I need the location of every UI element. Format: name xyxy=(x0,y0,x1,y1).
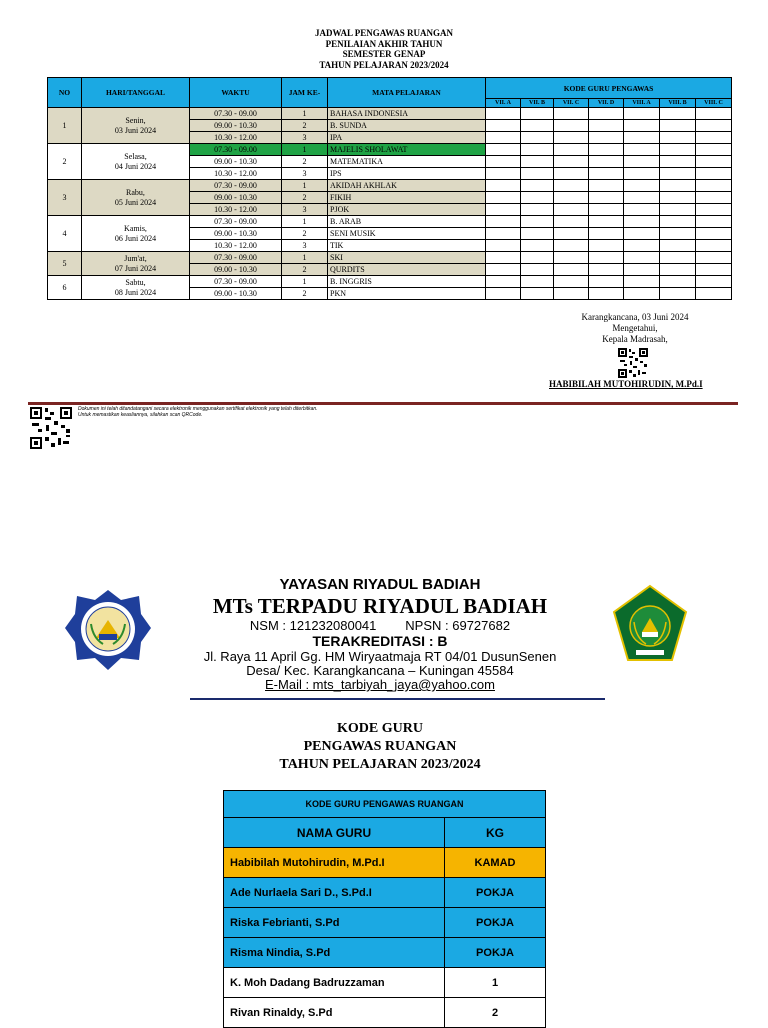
supervisor-code-cell xyxy=(486,132,521,144)
supervisor-code-cell xyxy=(624,276,660,288)
supervisor-code-cell xyxy=(554,144,589,156)
supervisor-code-cell xyxy=(521,288,554,300)
supervisor-code-cell xyxy=(589,120,624,132)
supervisor-code-cell xyxy=(660,120,696,132)
period-cell: 3 xyxy=(282,204,328,216)
supervisor-code-cell xyxy=(660,168,696,180)
teacher-row xyxy=(224,968,546,998)
header-code: KODE GURU PENGAWAS xyxy=(486,78,732,99)
subject-cell: BAHASA INDONESIA xyxy=(328,108,486,120)
supervisor-code-cell xyxy=(696,180,732,192)
supervisor-code-cell xyxy=(624,108,660,120)
supervisor-code-cell xyxy=(696,156,732,168)
teacher-row xyxy=(224,878,546,908)
supervisor-code-cell xyxy=(589,240,624,252)
supervisor-code-cell xyxy=(554,192,589,204)
ministry-logo-icon xyxy=(612,584,688,670)
schedule-row xyxy=(48,276,732,288)
period-cell: 2 xyxy=(282,192,328,204)
supervisor-code-cell xyxy=(589,108,624,120)
row-number: 2 xyxy=(48,144,82,180)
supervisor-code-cell xyxy=(624,228,660,240)
supervisor-code-cell xyxy=(660,204,696,216)
supervisor-code-cell xyxy=(521,204,554,216)
day-date-cell xyxy=(82,180,190,216)
teacher-row xyxy=(224,938,546,968)
supervisor-code-cell xyxy=(696,144,732,156)
supervisor-code-cell xyxy=(624,132,660,144)
header-no: NO xyxy=(48,78,82,108)
time-cell: 07.30 - 09.00 xyxy=(190,216,282,228)
supervisor-code-cell xyxy=(624,204,660,216)
schedule-title-line: SEMESTER GENAP xyxy=(342,49,426,59)
day-name: Senin, xyxy=(125,115,146,125)
signature-role: Kepala Madrasah, xyxy=(602,334,668,344)
signature-acknowledged: Mengetahui, xyxy=(612,323,658,333)
footer-note-line: Dokumen ini telah ditandatangani secara elektronik menggunakan sertifikat elektronik yang telah diterbitkan. xyxy=(78,406,318,412)
day-name: Kamis, xyxy=(124,223,147,233)
signature-block xyxy=(560,312,710,345)
supervisor-code-cell xyxy=(554,204,589,216)
supervisor-code-cell xyxy=(554,264,589,276)
supervisor-code-cell xyxy=(554,168,589,180)
teacher-name: Risma Nindia, S.Pd xyxy=(224,938,445,968)
class-header: VIII. A xyxy=(624,99,660,108)
schedule-title-line: JADWAL PENGAWAS RUANGAN xyxy=(314,28,453,38)
teacher-name: Riska Febrianti, S.Pd xyxy=(224,908,445,938)
period-cell: 2 xyxy=(282,156,328,168)
schedule-title xyxy=(0,28,768,70)
supervisor-code-cell xyxy=(554,276,589,288)
schedule-row xyxy=(48,180,732,192)
teacher-row xyxy=(224,998,546,1028)
supervisor-code-cell xyxy=(696,192,732,204)
footer-note xyxy=(78,406,318,418)
row-number: 5 xyxy=(48,252,82,276)
supervisor-code-cell xyxy=(486,156,521,168)
time-cell: 07.30 - 09.00 xyxy=(190,108,282,120)
supervisor-code-cell xyxy=(554,108,589,120)
time-cell: 07.30 - 09.00 xyxy=(190,180,282,192)
supervisor-code-cell xyxy=(486,264,521,276)
supervisor-code-cell xyxy=(660,216,696,228)
subject-cell: MATEMATIKA xyxy=(328,156,486,168)
schedule-row xyxy=(48,108,732,120)
column-header-kg: KG xyxy=(445,818,546,848)
supervisor-code-cell xyxy=(589,288,624,300)
supervisor-code-cell xyxy=(660,156,696,168)
supervisor-code-cell xyxy=(521,108,554,120)
subject-cell: SENI MUSIK xyxy=(328,228,486,240)
time-cell: 09.00 - 10.30 xyxy=(190,120,282,132)
class-header: VII. D xyxy=(589,99,624,108)
teacher-code: POKJA xyxy=(445,938,546,968)
page2-title-line: TAHUN PELAJARAN 2023/2024 xyxy=(279,757,481,772)
foundation-name: YAYASAN RIYADUL BADIAH xyxy=(279,576,481,593)
supervisor-code-cell xyxy=(696,204,732,216)
period-cell: 2 xyxy=(282,120,328,132)
supervisor-code-cell xyxy=(624,156,660,168)
day-date-cell xyxy=(82,216,190,252)
subject-cell: FIKIH xyxy=(328,192,486,204)
time-cell: 07.30 - 09.00 xyxy=(190,276,282,288)
supervisor-code-cell xyxy=(696,120,732,132)
supervisor-code-cell xyxy=(660,276,696,288)
schedule-row xyxy=(48,216,732,228)
supervisor-code-cell xyxy=(521,228,554,240)
footer-qr-code-icon xyxy=(30,407,72,449)
day-date: 03 Juni 2024 xyxy=(114,125,157,135)
supervisor-code-cell xyxy=(696,276,732,288)
supervisor-code-cell xyxy=(660,144,696,156)
row-number: 4 xyxy=(48,216,82,252)
supervisor-code-cell xyxy=(589,180,624,192)
subject-cell: PJOK xyxy=(328,204,486,216)
day-date: 06 Juni 2024 xyxy=(114,233,157,243)
teacher-code: POKJA xyxy=(445,878,546,908)
day-name: Selasa, xyxy=(124,151,147,161)
supervisor-code-cell xyxy=(521,264,554,276)
supervisor-code-cell xyxy=(486,180,521,192)
time-cell: 09.00 - 10.30 xyxy=(190,192,282,204)
supervisor-code-cell xyxy=(554,132,589,144)
kop-divider xyxy=(190,698,605,700)
subject-cell: QURDITS xyxy=(328,264,486,276)
supervisor-code-cell xyxy=(554,156,589,168)
teacher-row xyxy=(224,908,546,938)
supervisor-code-cell xyxy=(521,180,554,192)
supervisor-code-cell xyxy=(624,168,660,180)
subject-cell: B. SUNDA xyxy=(328,120,486,132)
supervisor-code-cell xyxy=(660,108,696,120)
supervisor-code-cell xyxy=(696,132,732,144)
period-cell: 3 xyxy=(282,132,328,144)
signature-place-date: Karangkancana, 03 Juni 2024 xyxy=(581,312,689,322)
supervisor-code-cell xyxy=(521,216,554,228)
period-cell: 3 xyxy=(282,240,328,252)
day-date-cell xyxy=(82,252,190,276)
teacher-row xyxy=(224,848,546,878)
footer-note-line: Untuk memastikan keasliannya, silahkan scan QRCode. xyxy=(78,412,203,418)
time-cell: 09.00 - 10.30 xyxy=(190,264,282,276)
supervisor-code-cell xyxy=(589,252,624,264)
school-address xyxy=(160,650,600,692)
teacher-code: KAMAD xyxy=(445,848,546,878)
supervisor-code-cell xyxy=(624,192,660,204)
time-cell: 09.00 - 10.30 xyxy=(190,288,282,300)
supervisor-code-cell xyxy=(554,252,589,264)
schedule-row xyxy=(48,252,732,264)
supervisor-code-cell xyxy=(486,108,521,120)
schedule-row xyxy=(48,144,732,156)
teacher-code: 1 xyxy=(445,968,546,998)
supervisor-code-cell xyxy=(624,144,660,156)
day-name: Sabtu, xyxy=(125,277,146,287)
day-date: 08 Juni 2024 xyxy=(114,287,157,297)
period-cell: 1 xyxy=(282,216,328,228)
row-number: 3 xyxy=(48,180,82,216)
class-header: VIII. B xyxy=(660,99,696,108)
address-line: Desa/ Kec. Karangkancana – Kuningan 45584 xyxy=(246,663,514,678)
supervisor-code-cell xyxy=(589,228,624,240)
supervisor-code-cell xyxy=(589,204,624,216)
supervisor-code-cell xyxy=(696,264,732,276)
subject-cell: AKIDAH AKHLAK xyxy=(328,180,486,192)
accreditation: TERAKREDITASI : B xyxy=(312,633,448,649)
subject-cell: SKI xyxy=(328,252,486,264)
supervisor-code-cell xyxy=(624,288,660,300)
teacher-code-table xyxy=(223,790,546,1028)
supervisor-code-cell xyxy=(624,252,660,264)
supervisor-code-cell xyxy=(521,132,554,144)
supervisor-code-cell xyxy=(624,264,660,276)
time-cell: 10.30 - 12.00 xyxy=(190,168,282,180)
supervisor-code-cell xyxy=(589,168,624,180)
class-header: VII. B xyxy=(521,99,554,108)
supervisor-code-cell xyxy=(486,168,521,180)
period-cell: 1 xyxy=(282,144,328,156)
subject-cell: PKN xyxy=(328,288,486,300)
period-cell: 2 xyxy=(282,288,328,300)
supervisor-code-cell xyxy=(521,156,554,168)
supervisor-code-cell xyxy=(521,144,554,156)
teacher-name: K. Moh Dadang Badruzzaman xyxy=(224,968,445,998)
supervisor-code-cell xyxy=(521,240,554,252)
supervisor-code-cell xyxy=(660,264,696,276)
supervisor-code-cell xyxy=(660,228,696,240)
supervisor-code-cell xyxy=(521,192,554,204)
page2-title-line: PENGAWAS RUANGAN xyxy=(303,739,457,754)
supervisor-code-cell xyxy=(660,240,696,252)
teacher-code: POKJA xyxy=(445,908,546,938)
time-cell: 10.30 - 12.00 xyxy=(190,240,282,252)
time-cell: 09.00 - 10.30 xyxy=(190,228,282,240)
subject-cell: MAJELIS SHOLAWAT xyxy=(328,144,486,156)
supervisor-code-cell xyxy=(486,276,521,288)
schedule-title-line: PENILAIAN AKHIR TAHUN xyxy=(325,38,443,49)
time-cell: 07.30 - 09.00 xyxy=(190,144,282,156)
supervisor-code-cell xyxy=(554,288,589,300)
supervisor-code-cell xyxy=(696,228,732,240)
day-name: Jum'at, xyxy=(124,253,147,263)
supervisor-code-cell xyxy=(554,240,589,252)
time-cell: 07.30 - 09.00 xyxy=(190,252,282,264)
supervisor-code-cell xyxy=(589,156,624,168)
schedule-table xyxy=(47,77,732,300)
supervisor-code-cell xyxy=(696,240,732,252)
supervisor-code-cell xyxy=(589,264,624,276)
period-cell: 2 xyxy=(282,264,328,276)
day-date: 05 Juni 2024 xyxy=(114,197,157,207)
subject-cell: IPS xyxy=(328,168,486,180)
school-ids: NSM : 121232080041 NPSN : 69727682 xyxy=(249,618,511,633)
header-subject: MATA PELAJARAN xyxy=(328,78,486,108)
supervisor-code-cell xyxy=(589,144,624,156)
supervisor-code-cell xyxy=(624,240,660,252)
supervisor-code-cell xyxy=(589,192,624,204)
supervisor-code-cell xyxy=(486,240,521,252)
address-line: Jl. Raya 11 April Gg. HM Wiryaatmaja RT 04/01 DusunSenen xyxy=(203,649,557,664)
supervisor-code-cell xyxy=(486,192,521,204)
foundation-logo-icon xyxy=(63,588,153,672)
day-date: 04 Juni 2024 xyxy=(114,161,157,171)
signature-qr-code-icon xyxy=(618,348,648,378)
supervisor-code-cell xyxy=(486,144,521,156)
supervisor-code-cell xyxy=(554,120,589,132)
header-time: WAKTU xyxy=(190,78,282,108)
class-header: VII. A xyxy=(486,99,521,108)
class-header: VIII. C xyxy=(696,99,732,108)
teacher-name: Rivan Rinaldy, S.Pd xyxy=(224,998,445,1028)
supervisor-code-cell xyxy=(696,288,732,300)
supervisor-code-cell xyxy=(660,192,696,204)
subject-cell: TIK xyxy=(328,240,486,252)
time-cell: 10.30 - 12.00 xyxy=(190,204,282,216)
supervisor-code-cell xyxy=(589,216,624,228)
supervisor-code-cell xyxy=(554,216,589,228)
column-header-name: NAMA GURU xyxy=(224,818,445,848)
supervisor-code-cell xyxy=(660,252,696,264)
footer-divider xyxy=(28,402,738,405)
time-cell: 09.00 - 10.30 xyxy=(190,156,282,168)
period-cell: 1 xyxy=(282,108,328,120)
day-name: Rabu, xyxy=(126,187,145,197)
supervisor-code-cell xyxy=(696,216,732,228)
supervisor-code-cell xyxy=(521,276,554,288)
supervisor-code-cell xyxy=(486,216,521,228)
day-date: 07 Juni 2024 xyxy=(114,263,157,273)
email-line: E-Mail : mts_tarbiyah_jaya@yahoo.com xyxy=(265,677,495,692)
header-day: HARI/TANGGAL xyxy=(82,78,190,108)
supervisor-code-cell xyxy=(624,180,660,192)
subject-cell: B. ARAB xyxy=(328,216,486,228)
subject-cell: B. INGGRIS xyxy=(328,276,486,288)
signature-name: HABIBILAH MUTOHIRUDIN, M.Pd.I xyxy=(549,379,703,389)
supervisor-code-cell xyxy=(521,168,554,180)
period-cell: 1 xyxy=(282,252,328,264)
supervisor-code-cell xyxy=(486,288,521,300)
supervisor-code-cell xyxy=(624,120,660,132)
supervisor-code-cell xyxy=(589,132,624,144)
header-period: JAM KE- xyxy=(282,78,328,108)
supervisor-code-cell xyxy=(660,180,696,192)
period-cell: 2 xyxy=(282,228,328,240)
row-number: 1 xyxy=(48,108,82,144)
supervisor-code-cell xyxy=(624,216,660,228)
supervisor-code-cell xyxy=(696,252,732,264)
supervisor-code-cell xyxy=(486,120,521,132)
period-cell: 1 xyxy=(282,180,328,192)
teacher-code-table-title: KODE GURU PENGAWAS RUANGAN xyxy=(224,791,546,818)
page2-title-line: KODE GURU xyxy=(337,721,423,736)
school-name: MTs TERPADU RIYADUL BADIAH xyxy=(212,594,548,618)
supervisor-code-cell xyxy=(554,180,589,192)
supervisor-code-cell xyxy=(589,276,624,288)
day-date-cell xyxy=(82,108,190,144)
supervisor-code-cell xyxy=(696,108,732,120)
schedule-title-line: TAHUN PELAJARAN 2023/2024 xyxy=(319,59,449,70)
supervisor-code-cell xyxy=(486,252,521,264)
row-number: 6 xyxy=(48,276,82,300)
supervisor-code-cell xyxy=(660,288,696,300)
supervisor-code-cell xyxy=(486,204,521,216)
supervisor-code-cell xyxy=(486,228,521,240)
supervisor-code-cell xyxy=(521,120,554,132)
teacher-name: Habibilah Mutohirudin, M.Pd.I xyxy=(224,848,445,878)
supervisor-code-cell xyxy=(660,132,696,144)
time-cell: 10.30 - 12.00 xyxy=(190,132,282,144)
supervisor-code-cell xyxy=(696,168,732,180)
period-cell: 3 xyxy=(282,168,328,180)
supervisor-code-cell xyxy=(554,228,589,240)
page2-title xyxy=(180,720,580,774)
class-header: VII. C xyxy=(554,99,589,108)
supervisor-code-cell xyxy=(521,252,554,264)
subject-cell: IPA xyxy=(328,132,486,144)
day-date-cell xyxy=(82,144,190,180)
teacher-code: 2 xyxy=(445,998,546,1028)
day-date-cell xyxy=(82,276,190,300)
teacher-name: Ade Nurlaela Sari D., S.Pd.I xyxy=(224,878,445,908)
period-cell: 1 xyxy=(282,276,328,288)
